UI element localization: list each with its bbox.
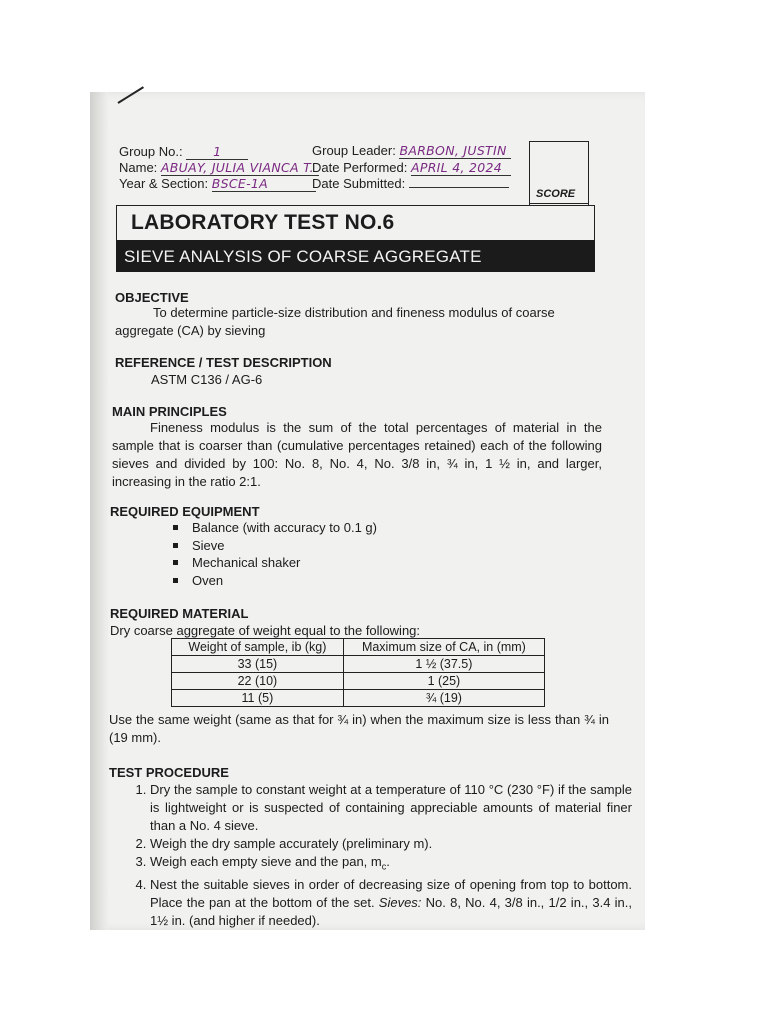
- group-no-value: 1: [186, 144, 248, 160]
- date-performed-value: APRIL 4, 2024: [411, 160, 511, 176]
- date-submitted-value: [409, 187, 509, 188]
- name-row: [119, 160, 319, 176]
- score-label: SCORE: [536, 188, 576, 200]
- equipment-item: Balance (with accuracy to 0.1 g): [173, 520, 377, 535]
- name-value: ABUAY, JULIA VIANCA T.: [161, 160, 319, 176]
- material-intro: Dry coarse aggregate of weight equal to the following:: [110, 623, 421, 638]
- material-note: Use the same weight (same as that for ¾ in) when the maximum size is less than ¾ in (19 mm).: [109, 712, 609, 745]
- objective-line-1: To determine particle-size distribution and fineness modulus of coarse: [153, 305, 555, 320]
- lab-test-title: LABORATORY TEST NO.6: [131, 211, 395, 234]
- date-submitted-label: Date Submitted:: [312, 176, 406, 191]
- table-header-size: Maximum size of CA, in (mm): [343, 639, 544, 656]
- reference-text: ASTM C136 / AG-6: [151, 372, 263, 387]
- name-label: Name:: [119, 160, 158, 175]
- subtitle-text: SIEVE ANALYSIS OF COARSE AGGREGATE: [124, 247, 482, 266]
- equipment-item: Oven: [173, 573, 223, 588]
- group-leader-value: BARBON, JUSTIN: [399, 143, 511, 159]
- table-cell: 1 ½ (37.5): [343, 656, 544, 673]
- equipment-heading: REQUIRED EQUIPMENT: [110, 504, 260, 519]
- table-cell: 1 (25): [343, 673, 544, 690]
- table-cell: ¾ (19): [343, 690, 544, 707]
- procedure-step-4: 4. Nest the suitable sieves in order of decreasing size of opening from top to bottom. Place the pan at the bottom of the set. Sieves: No. 8, No. 4, 3/8 in., 1/2 in., 3.4 in., 1½ in. (and higher if needed).: [150, 876, 632, 930]
- group-no-row: [119, 144, 248, 160]
- table-row: [172, 673, 545, 690]
- date-performed-label: Date Performed:: [312, 160, 408, 175]
- reference-heading: REFERENCE / TEST DESCRIPTION: [115, 355, 332, 370]
- paper-edge-shadow: [90, 92, 108, 930]
- principles-heading: MAIN PRINCIPLES: [112, 404, 227, 419]
- year-section-value: BSCE-1A: [212, 176, 316, 192]
- procedure-heading: TEST PROCEDURE: [109, 765, 229, 780]
- equipment-item: Mechanical shaker: [173, 555, 300, 570]
- procedure-step-2: 2. Weigh the dry sample accurately (preliminary m).: [150, 835, 632, 853]
- table-cell: 22 (10): [172, 673, 344, 690]
- equipment-item: Sieve: [173, 538, 225, 553]
- date-performed-row: [312, 160, 511, 176]
- table-row: [172, 690, 545, 707]
- date-submitted-row: [312, 176, 509, 191]
- table-cell: 11 (5): [172, 690, 344, 707]
- principles-text: Fineness modulus is the sum of the total percentages of material in the sample that is coarser than (cumulative percentages retained) each of the following sieves and divided by 100: No. 8, No. 4, No. 3/8 in, ¾ in, 1 ½ in, and larger, increasing in the ratio 2:1.: [112, 420, 602, 489]
- procedure-list: [128, 781, 632, 930]
- year-section-row: [119, 176, 316, 192]
- material-heading: REQUIRED MATERIAL: [110, 606, 249, 621]
- year-section-label: Year & Section:: [119, 176, 209, 191]
- table-row: [172, 656, 545, 673]
- group-leader-row: [312, 143, 511, 159]
- table-header-row: [172, 639, 545, 656]
- table-cell: 33 (15): [172, 656, 344, 673]
- material-table: [171, 638, 545, 707]
- score-divider: [529, 203, 589, 204]
- group-no-label: Group No.:: [119, 144, 183, 159]
- objective-line-2: aggregate (CA) by sieving: [115, 323, 266, 338]
- objective-heading: OBJECTIVE: [115, 290, 189, 305]
- procedure-step-1: 1. Dry the sample to constant weight at a temperature of 110 °C (230 °F) if the sample is lightweight or is suspected of containing appreciable amounts of material finer than a No. 4 sieve.: [150, 781, 632, 835]
- procedure-step-3: 3. Weigh each empty sieve and the pan, $m_c$.: [150, 853, 632, 876]
- group-leader-label: Group Leader:: [312, 143, 396, 158]
- table-header-weight: Weight of sample, ib (kg): [172, 639, 344, 656]
